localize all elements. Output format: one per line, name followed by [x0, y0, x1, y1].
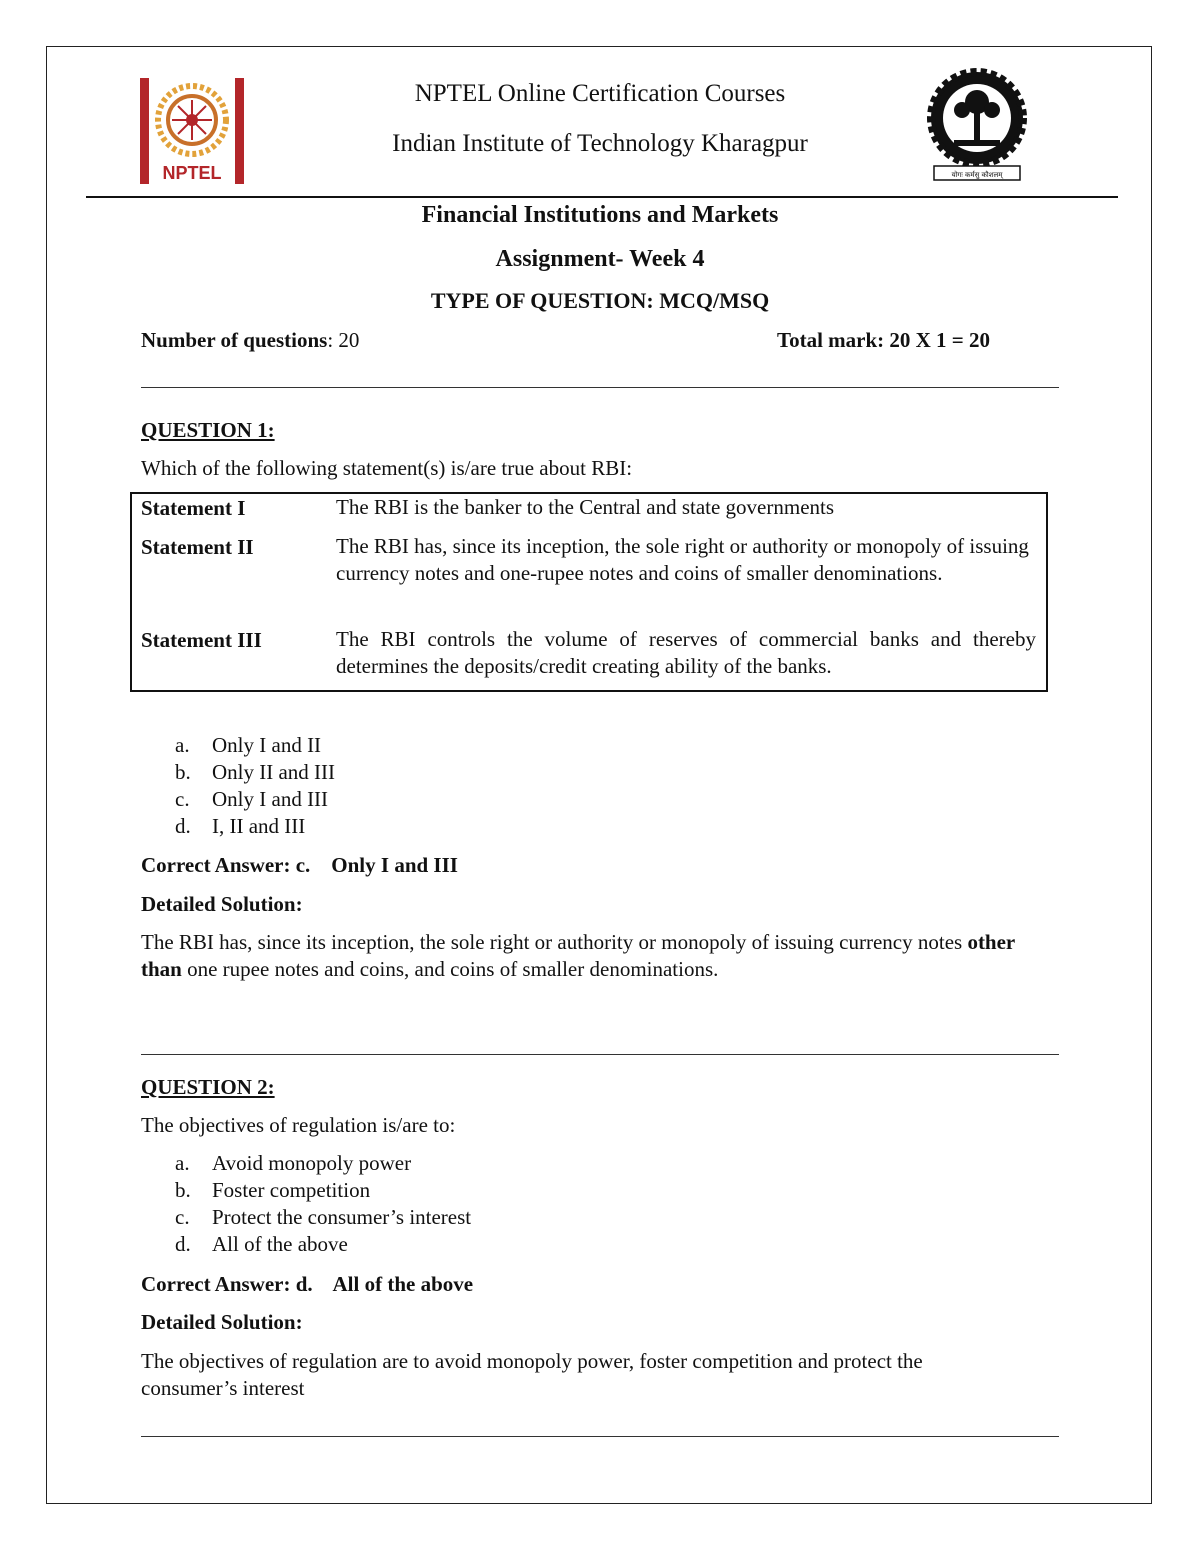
question-1-correct-answer: Correct Answer: c. Only I and III [141, 853, 458, 877]
question-2-heading: QUESTION 2: [141, 1075, 275, 1099]
separator-line [141, 1054, 1059, 1055]
iit-kharagpur-emblem-icon [924, 68, 1030, 184]
iit-logo-motto: योगः कर्मसु कौशलम् [951, 171, 1003, 179]
option-letter: a. [175, 733, 190, 757]
question-2-correct-answer: Correct Answer: d. All of the above [141, 1272, 474, 1296]
number-of-questions [141, 328, 359, 353]
nptel-logo [140, 78, 244, 184]
header-rule [86, 196, 1118, 198]
separator-line [141, 1436, 1059, 1437]
question-1-solution [141, 929, 1021, 983]
option-letter: b. [175, 1178, 191, 1202]
option-letter: a. [175, 1151, 190, 1175]
option-letter: c. [175, 787, 190, 811]
solution-text: one rupee notes and coins, and coins of smaller denominations. [181, 957, 719, 981]
question-1-prompt: Which of the following statement(s) is/are true about RBI: [141, 456, 633, 480]
separator-line [141, 387, 1059, 388]
header-line-2: Indian Institute of Technology Kharagpur [392, 130, 808, 157]
question-1-solution-label: Detailed Solution: [141, 892, 303, 916]
header-line-1: NPTEL Online Certification Courses [414, 80, 786, 107]
num-questions-label: Number of questions [141, 328, 328, 352]
statement-label: Statement III [141, 628, 262, 652]
assignment-title: Assignment- Week 4 [495, 246, 705, 272]
statement-text: The RBI has, since its inception, the sole right or authority or monopoly of issuing currency notes and one-rupee notes and coins of smaller denominations. [336, 534, 1029, 585]
option-text: Only I and II [212, 733, 322, 757]
option-letter: d. [175, 1232, 191, 1256]
option-text: I, II and III [212, 814, 306, 838]
question-2-solution-label: Detailed Solution: [141, 1310, 303, 1334]
nptel-logo-text: NPTEL [162, 163, 222, 183]
option-text: Protect the consumer’s interest [212, 1205, 472, 1229]
option-letter: c. [175, 1205, 190, 1229]
solution-text: The RBI has, since its inception, the sole right or authority or monopoly of issuing currency notes [141, 930, 968, 954]
option-text: Only I and III [212, 787, 329, 811]
option-text: All of the above [212, 1232, 348, 1256]
statement-text: The RBI is the banker to the Central and state governments [336, 495, 835, 519]
num-questions-value: : 20 [327, 328, 360, 352]
statement-label: Statement II [141, 535, 254, 559]
option-text: Foster competition [212, 1178, 371, 1202]
statement-label: Statement I [141, 496, 246, 520]
option-text: Only II and III [212, 760, 336, 784]
question-1-heading: QUESTION 1: [141, 418, 275, 442]
statement-text: The RBI controls the volume of reserves of commercial banks and thereby determines the deposits/credit creating ability of the banks. [336, 627, 1036, 678]
option-letter: d. [175, 814, 191, 838]
option-text: Avoid monopoly power [212, 1151, 412, 1175]
course-title: Financial Institutions and Markets [421, 202, 779, 228]
question-2-solution: The objectives of regulation are to avoid monopoly power, foster competition and protect the consumer’s interest [141, 1349, 923, 1400]
option-letter: b. [175, 760, 191, 784]
question-2-prompt: The objectives of regulation is/are to: [141, 1113, 456, 1137]
total-mark: Total mark: 20 X 1 = 20 [777, 328, 991, 352]
question-type: TYPE OF QUESTION: MCQ/MSQ [430, 288, 770, 313]
solution-emphasis: other than [141, 930, 1015, 981]
